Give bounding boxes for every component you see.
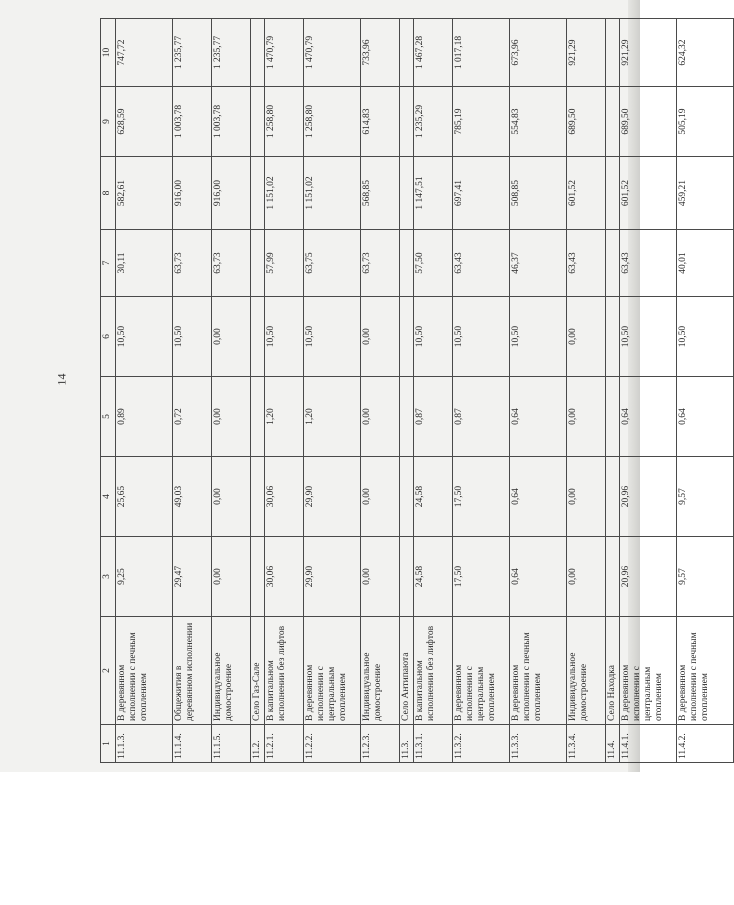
- value-cell: 1,20: [265, 377, 304, 457]
- value-cell: 1 017,18: [453, 19, 510, 87]
- value-cell: 57,99: [265, 230, 304, 297]
- value-cell: 9,57: [677, 457, 734, 537]
- row-label-cell: Индивидуальное домостроение: [212, 617, 251, 725]
- row-label-cell: В деревянном исполнении с печным отоплением: [677, 617, 734, 725]
- value-cell: 0,00: [361, 457, 400, 537]
- value-cell: [606, 297, 620, 377]
- value-cell: 1 003,78: [173, 87, 212, 157]
- table-header-row: [101, 19, 116, 763]
- value-cell: 1 258,80: [265, 87, 304, 157]
- value-cell: 0,00: [567, 377, 606, 457]
- value-cell: [400, 230, 414, 297]
- value-cell: 10,50: [677, 297, 734, 377]
- value-cell: 10,50: [265, 297, 304, 377]
- value-cell: 9,25: [116, 537, 173, 617]
- table-body: [101, 19, 734, 763]
- value-cell: 63,43: [620, 230, 677, 297]
- table-row: [453, 19, 510, 763]
- value-cell: 1 151,02: [265, 157, 304, 230]
- value-cell: 0,00: [212, 377, 251, 457]
- value-cell: 1 470,79: [265, 19, 304, 87]
- value-cell: [606, 537, 620, 617]
- value-cell: 63,43: [567, 230, 606, 297]
- value-cell: 24,58: [414, 537, 453, 617]
- value-cell: 1 235,77: [173, 19, 212, 87]
- value-cell: [400, 457, 414, 537]
- header-cell: 7: [101, 230, 116, 297]
- value-cell: 17,50: [453, 457, 510, 537]
- value-cell: 1 003,78: [212, 87, 251, 157]
- value-cell: [400, 87, 414, 157]
- value-cell: 29,90: [304, 537, 361, 617]
- table-row: [361, 19, 400, 763]
- value-cell: 601,52: [620, 157, 677, 230]
- value-cell: 916,00: [212, 157, 251, 230]
- value-cell: 1 470,79: [304, 19, 361, 87]
- table-row: [304, 19, 361, 763]
- value-cell: 63,73: [361, 230, 400, 297]
- value-cell: 568,85: [361, 157, 400, 230]
- value-cell: 29,47: [173, 537, 212, 617]
- row-label-cell: Село Находка: [606, 617, 620, 725]
- value-cell: 0,64: [510, 537, 567, 617]
- row-label-cell: Село Антипаюта: [400, 617, 414, 725]
- value-cell: 46,37: [510, 230, 567, 297]
- value-cell: 689,50: [620, 87, 677, 157]
- table-row: [620, 19, 677, 763]
- value-cell: 1 235,29: [414, 87, 453, 157]
- value-cell: 628,59: [116, 87, 173, 157]
- header-cell: 4: [101, 457, 116, 537]
- row-label-cell: Общежития в деревянном исполнении: [173, 617, 212, 725]
- value-cell: 10,50: [173, 297, 212, 377]
- value-cell: 673,96: [510, 19, 567, 87]
- table-row: [414, 19, 453, 763]
- value-cell: 0,00: [212, 457, 251, 537]
- row-code-cell: 11.3.1.: [414, 725, 453, 763]
- value-cell: 30,11: [116, 230, 173, 297]
- table-section-row: [400, 19, 414, 763]
- value-cell: 25,65: [116, 457, 173, 537]
- value-cell: 63,73: [212, 230, 251, 297]
- value-cell: 0,87: [453, 377, 510, 457]
- value-cell: 0,00: [212, 297, 251, 377]
- table-row: [677, 19, 734, 763]
- value-cell: 0,89: [116, 377, 173, 457]
- header-cell: 3: [101, 537, 116, 617]
- value-cell: 63,73: [173, 230, 212, 297]
- header-cell: 2: [101, 617, 116, 725]
- value-cell: 747,72: [116, 19, 173, 87]
- value-cell: 17,50: [453, 537, 510, 617]
- value-cell: 0,64: [677, 377, 734, 457]
- value-cell: 508,85: [510, 157, 567, 230]
- value-cell: 554,83: [510, 87, 567, 157]
- value-cell: [606, 19, 620, 87]
- value-cell: 20,96: [620, 457, 677, 537]
- value-cell: 29,90: [304, 457, 361, 537]
- value-cell: 505,19: [677, 87, 734, 157]
- value-cell: 1,20: [304, 377, 361, 457]
- value-cell: 40,01: [677, 230, 734, 297]
- value-cell: 0,00: [567, 297, 606, 377]
- table-row: [567, 19, 606, 763]
- value-cell: 10,50: [116, 297, 173, 377]
- value-cell: 614,83: [361, 87, 400, 157]
- value-cell: 921,29: [567, 19, 606, 87]
- value-cell: 0,64: [510, 457, 567, 537]
- value-cell: [400, 297, 414, 377]
- value-cell: 49,03: [173, 457, 212, 537]
- rotated-table-container: [100, 19, 710, 763]
- header-cell: 6: [101, 297, 116, 377]
- value-cell: 582,61: [116, 157, 173, 230]
- value-cell: 0,00: [361, 377, 400, 457]
- row-code-cell: 11.2.: [251, 725, 265, 763]
- value-cell: 785,19: [453, 87, 510, 157]
- table-row: [510, 19, 567, 763]
- value-cell: 0,00: [567, 457, 606, 537]
- row-code-cell: 11.2.3.: [361, 725, 400, 763]
- row-code-cell: 11.3.: [400, 725, 414, 763]
- row-code-cell: 11.4.: [606, 725, 620, 763]
- value-cell: 0,00: [212, 537, 251, 617]
- value-cell: 1 467,28: [414, 19, 453, 87]
- value-cell: [251, 297, 265, 377]
- value-cell: 1 151,02: [304, 157, 361, 230]
- value-cell: [606, 157, 620, 230]
- page-number: 14: [54, 373, 69, 386]
- row-label-cell: В капитальном исполнении без лифтов: [265, 617, 304, 725]
- value-cell: 10,50: [453, 297, 510, 377]
- value-cell: 24,58: [414, 457, 453, 537]
- row-label-cell: Село Газ-Сале: [251, 617, 265, 725]
- value-cell: [251, 157, 265, 230]
- value-cell: 689,50: [567, 87, 606, 157]
- value-cell: 0,72: [173, 377, 212, 457]
- value-cell: 916,00: [173, 157, 212, 230]
- value-cell: [251, 230, 265, 297]
- value-cell: [251, 537, 265, 617]
- value-cell: [251, 457, 265, 537]
- value-cell: [606, 457, 620, 537]
- row-code-cell: 11.1.4.: [173, 725, 212, 763]
- value-cell: 10,50: [510, 297, 567, 377]
- value-cell: [400, 157, 414, 230]
- value-cell: [606, 377, 620, 457]
- header-cell: 10: [101, 19, 116, 87]
- row-label-cell: В деревянном исполнении с центральным отоплением: [453, 617, 510, 725]
- row-label-cell: В деревянном исполнении с печным отоплением: [116, 617, 173, 725]
- value-cell: [400, 377, 414, 457]
- value-cell: 0,00: [361, 537, 400, 617]
- value-cell: 1 235,77: [212, 19, 251, 87]
- table-section-row: [606, 19, 620, 763]
- row-code-cell: 11.2.1.: [265, 725, 304, 763]
- value-cell: 0,87: [414, 377, 453, 457]
- value-cell: [606, 230, 620, 297]
- row-code-cell: 11.2.2.: [304, 725, 361, 763]
- row-code-cell: 11.1.5.: [212, 725, 251, 763]
- value-cell: 10,50: [414, 297, 453, 377]
- value-cell: 9,57: [677, 537, 734, 617]
- table-row: [173, 19, 212, 763]
- row-code-cell: 11.4.2.: [677, 725, 734, 763]
- value-cell: 0,64: [510, 377, 567, 457]
- value-cell: 0,00: [361, 297, 400, 377]
- row-code-cell: 11.1.3.: [116, 725, 173, 763]
- value-cell: 20,96: [620, 537, 677, 617]
- value-cell: [400, 19, 414, 87]
- value-cell: 921,29: [620, 19, 677, 87]
- value-cell: [251, 19, 265, 87]
- value-cell: 1 147,51: [414, 157, 453, 230]
- row-label-cell: В деревянном исполнении с центральным отоплением: [304, 617, 361, 725]
- value-cell: [251, 377, 265, 457]
- header-cell: 9: [101, 87, 116, 157]
- header-cell: 5: [101, 377, 116, 457]
- value-cell: 30,06: [265, 457, 304, 537]
- row-code-cell: 11.3.4.: [567, 725, 606, 763]
- value-cell: 0,64: [620, 377, 677, 457]
- table-row: [265, 19, 304, 763]
- value-cell: 624,32: [677, 19, 734, 87]
- value-cell: 10,50: [620, 297, 677, 377]
- row-label-cell: Индивидуальное домостроение: [361, 617, 400, 725]
- row-code-cell: 11.3.2.: [453, 725, 510, 763]
- value-cell: 0,00: [567, 537, 606, 617]
- table-section-row: [251, 19, 265, 763]
- value-cell: 601,52: [567, 157, 606, 230]
- table-row: [212, 19, 251, 763]
- value-cell: [251, 87, 265, 157]
- table-row: [116, 19, 173, 763]
- row-code-cell: 11.3.3.: [510, 725, 567, 763]
- value-cell: 10,50: [304, 297, 361, 377]
- value-cell: [606, 87, 620, 157]
- value-cell: 733,96: [361, 19, 400, 87]
- row-label-cell: В деревянном исполнении с центральным отоплением: [620, 617, 677, 725]
- row-label-cell: В деревянном исполнении с печным отоплением: [510, 617, 567, 725]
- header-cell: 8: [101, 157, 116, 230]
- value-cell: [400, 537, 414, 617]
- value-cell: 30,06: [265, 537, 304, 617]
- value-cell: 57,50: [414, 230, 453, 297]
- value-cell: 63,43: [453, 230, 510, 297]
- value-cell: 459,21: [677, 157, 734, 230]
- row-label-cell: В капитальном исполнении без лифтов: [414, 617, 453, 725]
- row-code-cell: 11.4.1.: [620, 725, 677, 763]
- tariff-table: [100, 18, 734, 763]
- value-cell: 697,41: [453, 157, 510, 230]
- header-cell: 1: [101, 725, 116, 763]
- value-cell: 63,75: [304, 230, 361, 297]
- value-cell: 1 258,80: [304, 87, 361, 157]
- row-label-cell: Индивидуальное домостроение: [567, 617, 606, 725]
